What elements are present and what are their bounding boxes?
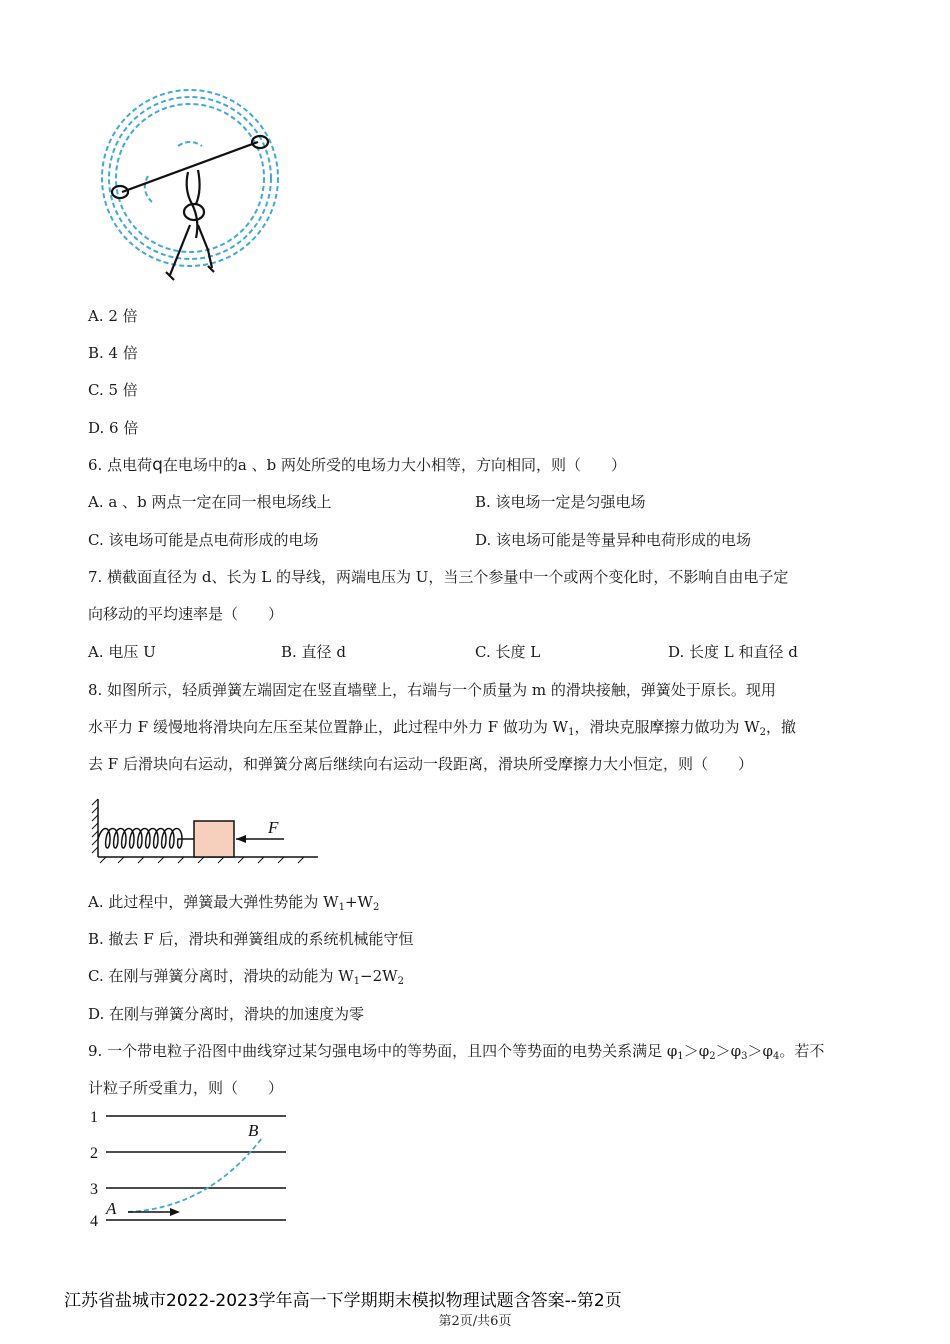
q9-sub-4: 4: [773, 1051, 780, 1062]
equipotential-figure: [88, 1108, 293, 1233]
page-number: 第2页/共6页: [438, 1314, 512, 1329]
q5-option-a: A. 2 倍: [88, 307, 138, 325]
q8-line2-b: ，滑块克服摩擦力做功为 W: [574, 718, 760, 736]
q5-option-b: B. 4 倍: [88, 344, 138, 362]
q7-option-d: D. 长度 L 和直径 d: [668, 643, 798, 661]
q9-stem-line1: [88, 1041, 824, 1061]
q6-stem: [88, 455, 626, 475]
point-b-label: B: [248, 1121, 259, 1140]
force-label: F: [268, 818, 279, 837]
q8-a-pre: A. 此过程中，弹簧最大弹性势能为 W: [88, 893, 339, 911]
q8-option-d: D. 在刚与弹簧分离时，滑块的加速度为零: [88, 1005, 365, 1023]
line-label-4: 4: [90, 1213, 98, 1230]
q9-gt-3: ＞φ: [747, 1042, 774, 1060]
q6-charge-symbol: q: [152, 455, 163, 475]
q6-prefix: 6. 点电荷: [88, 456, 153, 474]
line-label-3: 3: [90, 1181, 98, 1198]
q9-stem-line2: 计粒子所受重力，则（ ）: [88, 1079, 284, 1097]
q7-option-b: B. 直径 d: [281, 643, 346, 661]
line-label-2: 2: [90, 1145, 98, 1162]
q8-option-a: [88, 892, 379, 912]
q8-line2-c: ，撤: [766, 718, 797, 736]
q8-stem-line1: 8. 如图所示，轻质弹簧左端固定在竖直墙壁上，右端与一个质量为 m 的滑块接触，弹簧处于原长。现用: [88, 681, 776, 699]
spring-block-figure: [88, 795, 323, 865]
q6-suffix: 在电场中的a 、b 两处所受的电场力大小相等，方向相同，则（ ）: [162, 456, 626, 474]
q8-a-sub1: 1: [338, 902, 345, 913]
q8-stem-line2: [88, 717, 796, 737]
q7-stem-line1: 7. 横截面直径为 d、长为 L 的导线，两端电压为 U，当三个参量中一个或两个变化时，不影响自由电子定: [88, 568, 789, 586]
q8-stem-line3: 去 F 后滑块向右运动，和弹簧分离后继续向右运动一段距离，滑块所受摩擦力大小恒定，则（ ）: [88, 755, 753, 773]
q5-option-d: D. 6 倍: [88, 419, 139, 437]
q6-option-b: B. 该电场一定是匀强电场: [475, 493, 646, 511]
q8-option-c: [88, 966, 404, 986]
q8-c-sub2: 2: [397, 976, 404, 987]
q8-line2-a: 水平力 F 缓慢地将滑块向左压至某位置静止，此过程中外力 F 做功为 W: [88, 718, 569, 736]
q9-sub-1: 1: [677, 1051, 684, 1062]
q9-sub-2: 2: [709, 1051, 716, 1062]
q6-option-c: C. 该电场可能是点电荷形成的电场: [88, 531, 319, 549]
gymnast-ring-figure: [100, 80, 280, 290]
q7-stem-line2: 向移动的平均速率是（ ）: [88, 605, 284, 623]
q9-pre: 9. 一个带电粒子沿图中曲线穿过某匀强电场中的等势面，且四个等势面的电势关系满足 φ: [88, 1042, 678, 1060]
q9-sub-3: 3: [741, 1051, 748, 1062]
q8-c-pre: C. 在刚与弹簧分离时，滑块的动能为 W: [88, 967, 354, 985]
q8-sub-2: 2: [759, 727, 767, 738]
point-a-label: A: [106, 1199, 117, 1218]
q9-gt-1: ＞φ: [683, 1042, 710, 1060]
q8-option-b: B. 撤去 F 后，滑块和弹簧组成的系统机械能守恒: [88, 930, 414, 948]
q6-option-d: D. 该电场可能是等量异种电荷形成的电场: [475, 531, 752, 549]
document-footer-title: 江苏省盐城市2022-2023学年高一下学期期末模拟物理试题含答案--第2页: [64, 1291, 622, 1311]
q7-option-c: C. 长度 L: [475, 643, 541, 661]
line-label-1: 1: [90, 1109, 98, 1126]
q8-sub-1: 1: [568, 727, 575, 738]
q7-option-a: A. 电压 U: [88, 643, 156, 661]
q8-c-mid: −2W: [360, 967, 398, 985]
q5-option-c: C. 5 倍: [88, 381, 138, 399]
q9-gt-2: ＞φ: [715, 1042, 742, 1060]
q8-a-sub2: 2: [372, 902, 380, 913]
q6-option-a: A. a 、b 两点一定在同一根电场线上: [88, 493, 332, 511]
q8-c-sub1: 1: [353, 976, 361, 987]
q8-a-mid: +W: [344, 893, 373, 911]
q9-end: 。若不: [779, 1042, 825, 1060]
